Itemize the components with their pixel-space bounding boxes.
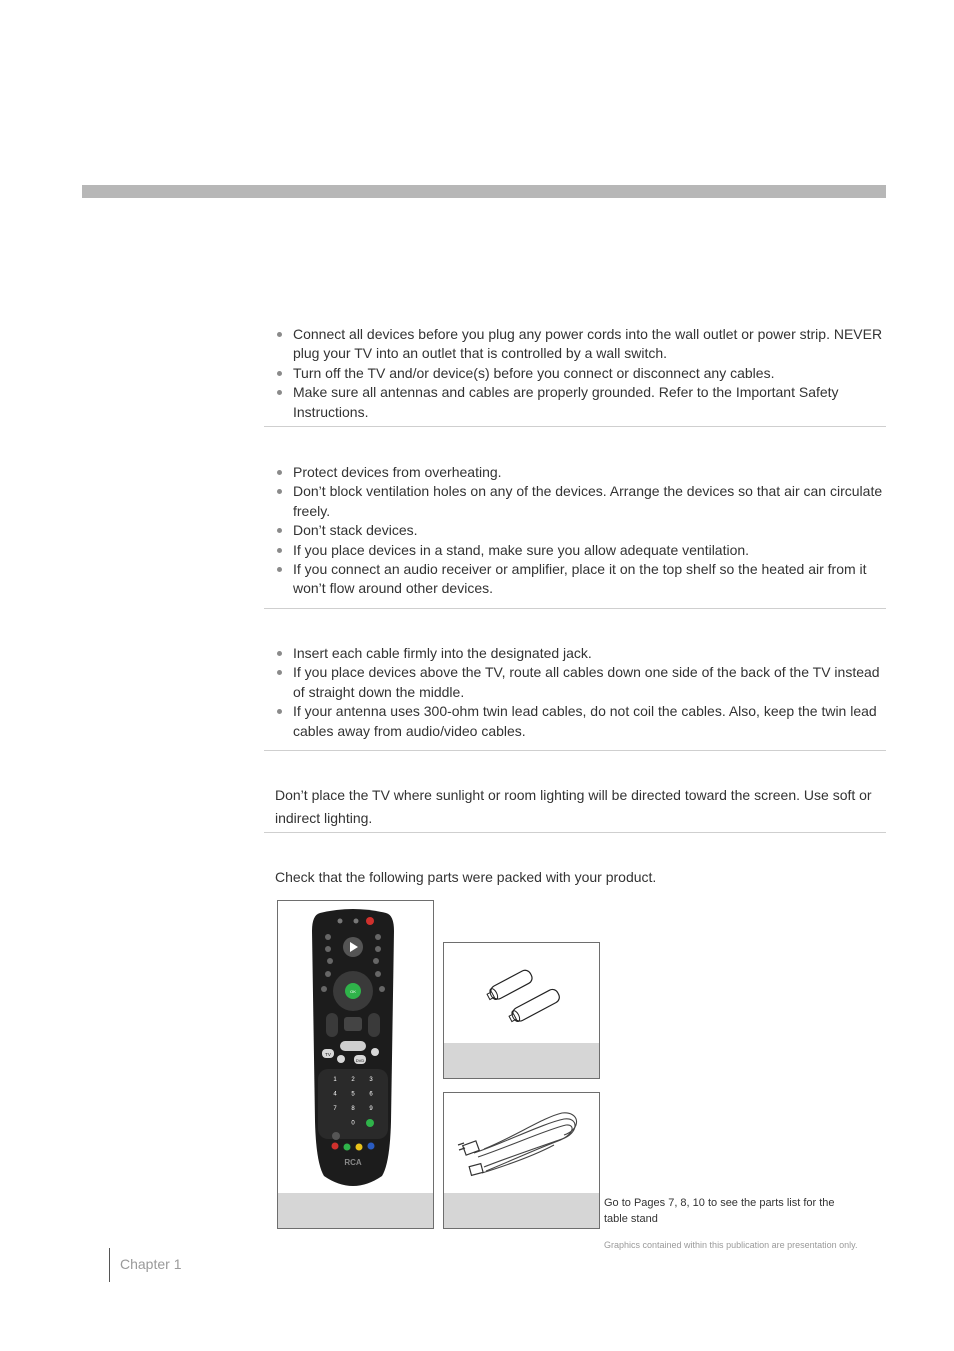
list-item: Protect devices from overheating. [275,463,886,482]
divider [264,426,886,427]
list-item: If you connect an audio receiver or amplifier, place it on the top shelf so the heated air from it won’t flow around other devices. [275,560,886,599]
connect-section [264,325,886,422]
remote-brand-logo: RCA [344,1158,362,1167]
connect-list [264,325,886,422]
keypad-key-4: 4 [333,1091,337,1098]
batteries-image [444,943,599,1043]
list-item: Don’t stack devices. [275,521,886,540]
cables-list [264,644,886,741]
remote-control-image [278,901,433,1193]
chapter-label: Chapter 1 [120,1256,182,1272]
keypad-key-2: 2 [351,1077,355,1083]
divider [264,750,886,751]
keypad-key-7: 7 [333,1106,337,1112]
list-item: Insert each cable firmly into the designated jack. [275,644,886,663]
list-item: Turn off the TV and/or device(s) before you connect or disconnect any cables. [275,364,886,383]
power-cord-image [444,1093,599,1193]
keypad-key-1: 1 [333,1077,337,1083]
keypad-key-0: 0 [351,1120,355,1127]
power-cord-caption [444,1193,599,1228]
list-item: If you place devices in a stand, make sure you allow adequate ventilation. [275,541,886,560]
tv-label: TV [325,1052,331,1057]
keypad-key-3: 3 [369,1077,373,1083]
footer-rule [109,1248,110,1282]
ventilation-list [264,463,886,599]
ventilation-section [264,463,886,599]
dvd-label: DVD [355,1058,365,1063]
keypad-key-6: 6 [369,1091,373,1098]
divider [264,832,886,833]
table-stand-note: Go to Pages 7, 8, 10 to see the parts list for the table stand [604,1197,835,1225]
list-item: Make sure all antennas and cables are properly grounded. Refer to the Important Safety Instructions. [275,383,886,422]
parts-intro: Check that the following parts were packed with your product. [275,869,657,885]
ok-label: OK [350,989,356,994]
keypad-key-8: 8 [351,1106,355,1112]
batteries-caption [444,1043,599,1078]
list-item: Don’t block ventilation holes on any of the devices. Arrange the devices so that air can circulate freely. [275,482,886,521]
graphics-disclaimer: Graphics contained within this publication are presentation only. [604,1240,858,1250]
list-item: If your antenna uses 300-ohm twin lead cables, do not coil the cables. Also, keep the twin lead cables away from audio/video cables. [275,702,886,741]
batteries-box [443,942,600,1079]
keypad-key-9: 9 [369,1106,373,1112]
power-cord-box [443,1092,600,1229]
list-item: Connect all devices before you plug any power cords into the wall outlet or power strip. NEVER plug your TV into an outlet that is controlled by a wall switch. [275,325,886,364]
cables-section [264,644,886,741]
divider [264,608,886,609]
header-bar [82,185,886,198]
keypad-key-5: 5 [351,1091,355,1098]
remote-caption [278,1193,433,1228]
remote-box [277,900,434,1229]
list-item: If you place devices above the TV, route all cables down one side of the back of the TV instead of straight down the middle. [275,663,886,702]
lighting-text: Don’t place the TV where sunlight or room lighting will be directed toward the screen. Use soft or indirect lighting. [275,787,872,826]
power-button-graphic [366,917,374,925]
